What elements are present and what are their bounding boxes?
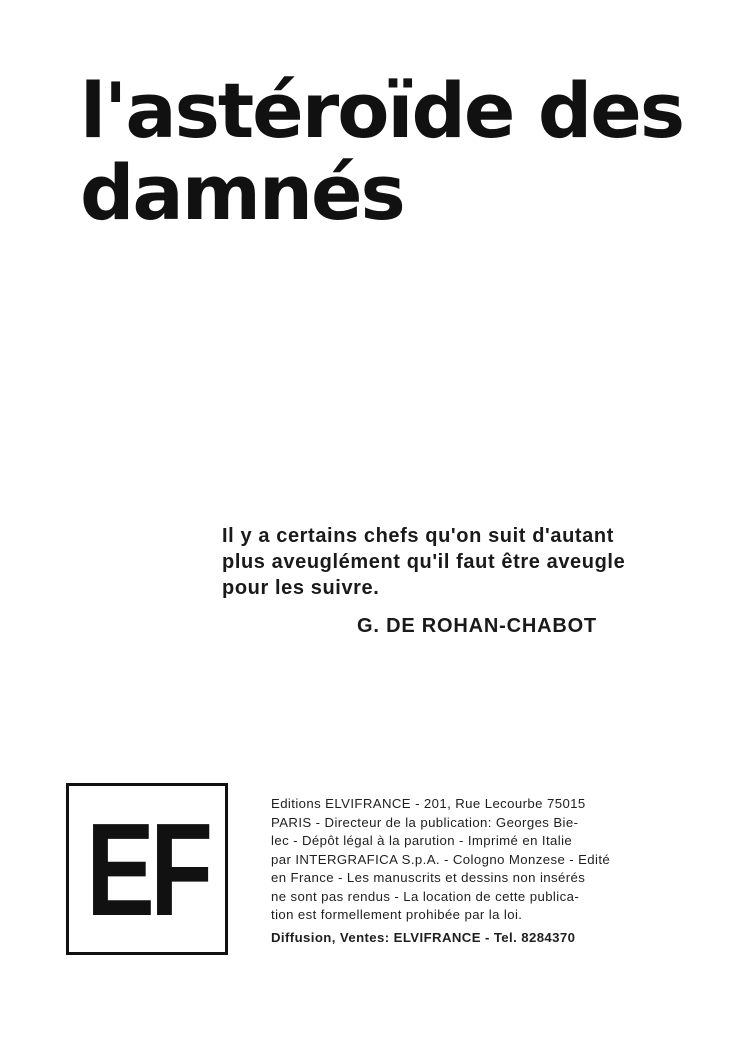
quote-author: G. DE ROHAN-CHABOT [357, 615, 597, 637]
publisher-logo-text: EF [86, 796, 209, 943]
epigraph-quote [222, 523, 692, 601]
imprint-line-1: Editions ELVIFRANCE - 201, Rue Lecourbe 75015 [271, 796, 586, 811]
quote-line-3: pour les suivre. [222, 577, 380, 599]
book-title-line-1: l'astéroïde des [80, 66, 684, 155]
publisher-logo [66, 783, 228, 955]
imprint-line-3: lec - Dépôt légal à la parution - Imprimé en Italie [271, 833, 573, 848]
imprint-line-6: ne sont pas rendus - La location de cette publica- [271, 888, 580, 904]
imprint-line-5: en France - Les manuscrits et dessins non insérés [271, 870, 586, 885]
imprint-line-2: PARIS - Directeur de la publication: Georges Bie- [271, 814, 579, 830]
book-title-line-2: damnés [80, 148, 404, 237]
imprint-line-4: par INTERGRAFICA S.p.A. - Cologno Monzese - Edité [271, 851, 611, 867]
imprint-notice [271, 795, 691, 947]
imprint-line-7: tion est formellement prohibée par la loi. [271, 907, 523, 922]
quote-line-1: Il y a certains chefs qu'on suit d'autant [222, 525, 614, 547]
distribution-line: Diffusion, Ventes: ELVIFRANCE - Tel. 8284370 [271, 929, 576, 945]
book-title [80, 66, 700, 237]
quote-line-2: plus aveuglément qu'il faut être aveugle [222, 551, 626, 573]
